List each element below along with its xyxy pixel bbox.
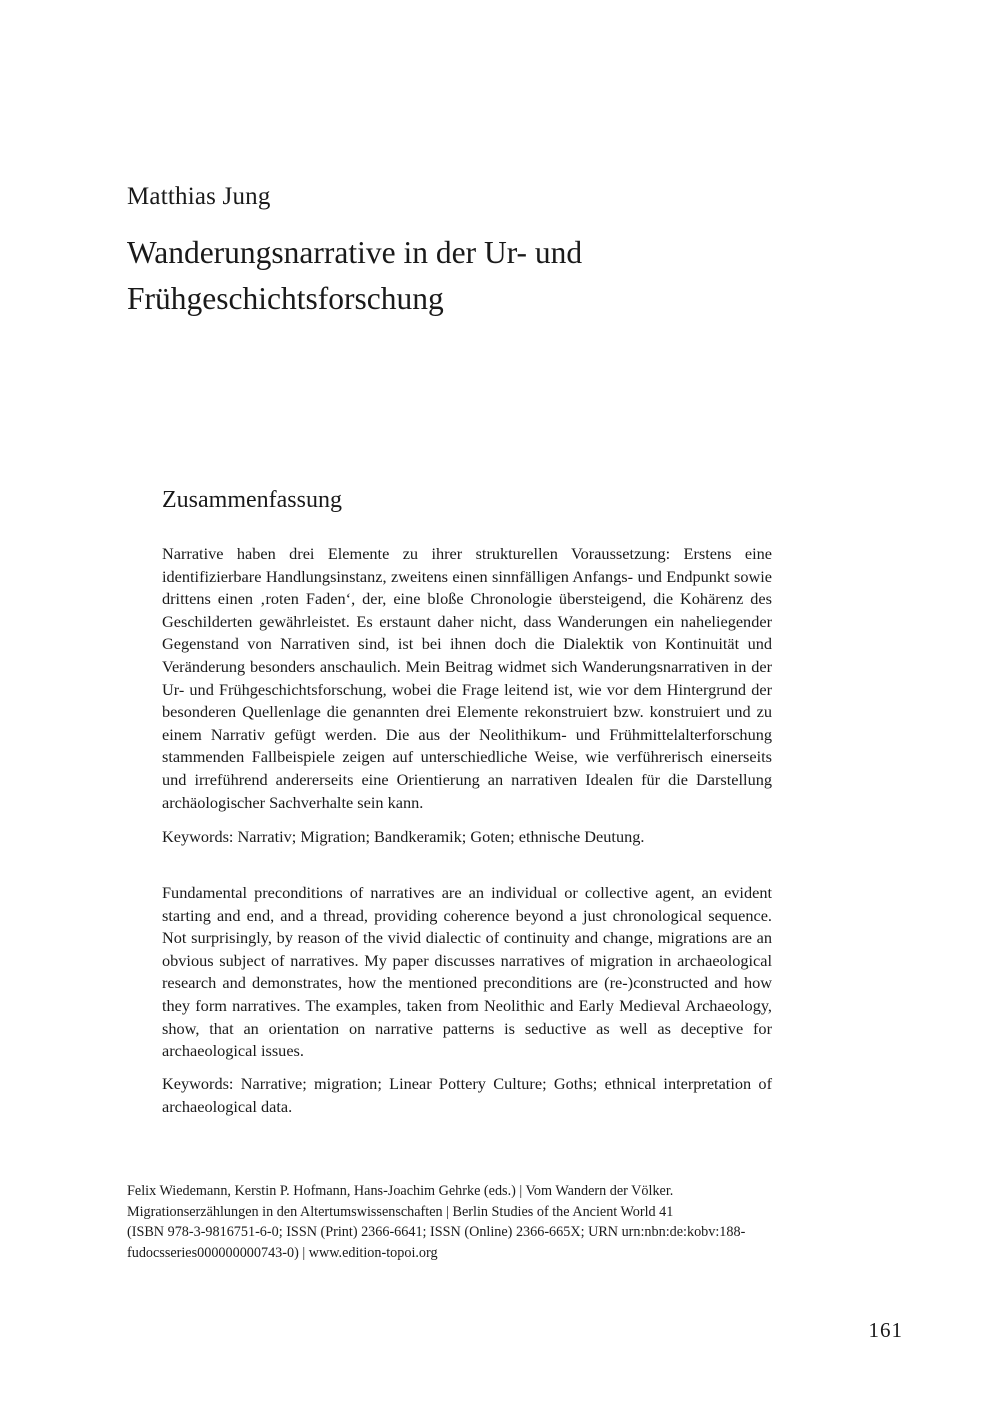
keywords-english-text: Keywords: Narrative; migration; Linear Pottery Culture; Goths; ethnical interpretation of archaeological data. bbox=[162, 1074, 772, 1116]
title-line-2: Frühgeschichtsforschung bbox=[127, 281, 444, 316]
article-title bbox=[127, 230, 887, 322]
keywords-german-text: Keywords: Narrativ; Migration; Bandkeramik; Goten; ethnische Deutung. bbox=[162, 827, 645, 846]
abstract-english bbox=[162, 882, 772, 1063]
footer-line: fudocsseries000000000743-0) | www.edition-topoi.org bbox=[127, 1244, 438, 1261]
footer-line: (ISBN 978-3-9816751-6-0; ISSN (Print) 2366-6641; ISSN (Online) 2366-665X; URN urn:nbn:de:kobv:188- bbox=[127, 1224, 746, 1241]
author-name: Matthias Jung bbox=[127, 183, 271, 210]
abstract-german-text: Narrative haben drei Elemente zu ihrer strukturellen Voraussetzung: Erstens eine identifizierbare Handlungsinstanz, zweitens einen sinnfälligen Anfangs- und Endpunkt sowie drittens einen ‚roten Faden‘, der, eine bloße Chronologie übersteigend, die Kohärenz des Geschilderten gewährleistet. Es erstaunt daher nicht, dass Wanderungen ein naheliegender Gegenstand von Narrativen sind, ist bei ihnen doch die Dialektik von Kontinuität und Veränderung besonders anschaulich. Mein Beitrag widmet sich Wanderungsnarrativen in der Ur- und Frühgeschichtsforschung, wobei die Frage leitend ist, wie vor dem Hintergrund der besonderen Quellenlage die genannten drei Elemente rekonstruiert bzw. konstruiert und zu einem Narrativ gefügt werden. Die aus der Neolithikum- und Frühmittelalterforschung stammenden Fallbeispiele zeigen auf unterschiedliche Weise, wie verführerisch einerseits und irreführend andererseits eine Orientierung an narrativen Idealen für die Darstellung archäologischer Sachverhalte sein kann. bbox=[162, 544, 772, 812]
keywords-german bbox=[162, 826, 772, 849]
footer-line: Felix Wiedemann, Kerstin P. Hofmann, Hans-Joachim Gehrke (eds.) | Vom Wandern der Völker. bbox=[127, 1183, 674, 1199]
section-heading-zusammenfassung: Zusammenfassung bbox=[162, 487, 342, 513]
abstract-german bbox=[162, 543, 772, 814]
footer-line: Migrationserzählungen in den Altertumswissenschaften | Berlin Studies of the Ancient World 41 bbox=[127, 1203, 674, 1220]
page-number: 161 bbox=[868, 1318, 903, 1342]
keywords-english bbox=[162, 1073, 772, 1118]
abstract-english-text: Fundamental preconditions of narratives are an individual or collective agent, an evident starting and end, and a thread, providing coherence beyond a just chronological sequence. Not surprisingly, by reason of the vivid dialectic of continuity and change, migrations are an obvious subject of narratives. My paper discusses narratives of migration in archaeological research and demonstrates, how the mentioned preconditions are (re-)constructed and how they form narratives. The examples, taken from Neolithic and Early Medieval Archaeology, show, that an orientation on narrative patterns is seductive as well as deceptive for archaeological issues. bbox=[162, 883, 772, 1061]
title-line-1: Wanderungsnarrative in der Ur- und bbox=[127, 235, 583, 270]
citation-footer bbox=[127, 1181, 787, 1263]
